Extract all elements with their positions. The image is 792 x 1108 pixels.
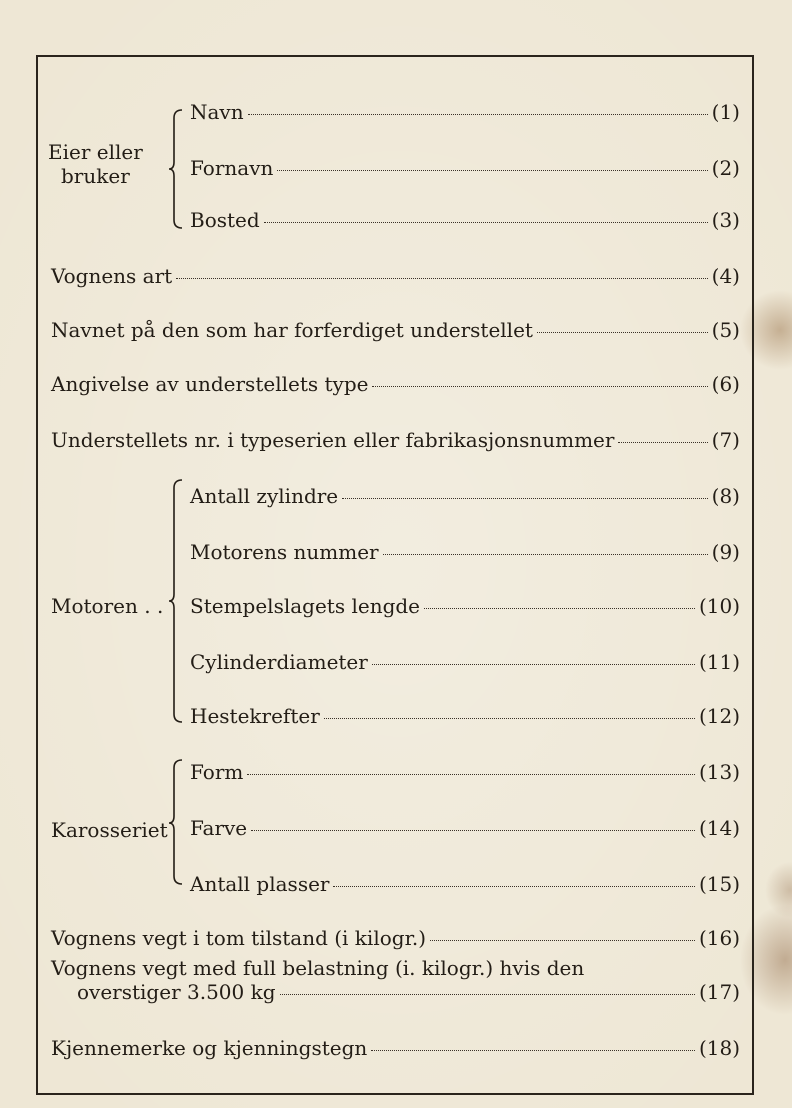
field-vognens-art <box>51 264 740 288</box>
body-brace <box>168 758 190 888</box>
field-label-line2: overstiger 3.500 kg <box>77 980 276 1004</box>
field-color <box>190 816 740 840</box>
field-number: (11) <box>698 650 740 674</box>
field-stroke-length <box>190 594 740 618</box>
field-motor-number <box>190 540 740 564</box>
field-bosted <box>190 208 740 232</box>
field-label: Understellets nr. i typeserien eller fabrikasjonsnummer <box>51 428 615 452</box>
field-number: (6) <box>711 372 740 396</box>
fill-line[interactable] <box>264 221 708 223</box>
field-label: Stempelslagets lengde <box>190 594 421 618</box>
field-label: Motorens nummer <box>190 540 379 564</box>
field-label: Cylinderdiameter <box>190 650 368 674</box>
field-weight-full <box>51 956 740 1004</box>
fill-line[interactable] <box>248 113 708 115</box>
field-label: Form <box>190 760 244 784</box>
field-number: (7) <box>711 428 740 452</box>
field-cylinders <box>190 484 740 508</box>
field-label: Navn <box>190 100 244 124</box>
field-number: (8) <box>711 484 740 508</box>
field-number: (12) <box>698 704 740 728</box>
field-number: (13) <box>698 760 740 784</box>
fill-line[interactable] <box>342 497 708 499</box>
fill-line[interactable] <box>333 885 694 887</box>
fill-line[interactable] <box>430 939 695 941</box>
fill-line[interactable] <box>277 169 707 171</box>
field-label-line1: Vognens vegt med full belastning (i. kilogr.) hvis den <box>51 956 585 980</box>
field-number: (4) <box>711 264 740 288</box>
fill-line[interactable] <box>247 773 695 775</box>
fill-line[interactable] <box>251 829 695 831</box>
field-label: Fornavn <box>190 156 274 180</box>
field-label-line2-row <box>51 980 740 1004</box>
field-weight-empty <box>51 926 740 950</box>
owner-label-line2: bruker <box>61 164 130 188</box>
field-form <box>190 760 740 784</box>
fill-line[interactable] <box>424 607 695 609</box>
field-label: Antall zylindre <box>190 484 339 508</box>
field-label: Bosted <box>190 208 260 232</box>
field-cylinder-diameter <box>190 650 740 674</box>
fill-line[interactable] <box>324 717 695 719</box>
field-number: (16) <box>698 926 740 950</box>
owner-group-label <box>48 140 143 188</box>
fill-line[interactable] <box>372 385 707 387</box>
fill-line[interactable] <box>618 441 707 443</box>
field-label: Antall plasser <box>190 872 330 896</box>
fill-line[interactable] <box>371 1049 695 1051</box>
fill-line[interactable] <box>176 277 707 279</box>
field-registration <box>51 1036 740 1060</box>
field-number: (14) <box>698 816 740 840</box>
field-label: Vognens art <box>51 264 173 288</box>
field-chassis-number <box>51 428 740 452</box>
field-manufacturer <box>51 318 740 342</box>
field-label: Kjennemerke og kjenningstegn <box>51 1036 368 1060</box>
owner-brace <box>168 108 190 230</box>
fill-line[interactable] <box>280 993 695 995</box>
field-number: (5) <box>711 318 740 342</box>
field-navn <box>190 100 740 124</box>
field-number: (17) <box>698 980 740 1004</box>
field-number: (3) <box>711 208 740 232</box>
fill-line[interactable] <box>537 331 708 333</box>
field-label: Hestekrefter <box>190 704 320 728</box>
fill-line[interactable] <box>372 663 695 665</box>
field-label: Navnet på den som har forferdiget understellet <box>51 318 533 342</box>
field-number: (15) <box>698 872 740 896</box>
field-horsepower <box>190 704 740 728</box>
field-number: (1) <box>711 100 740 124</box>
field-seats <box>190 872 740 896</box>
field-number: (10) <box>698 594 740 618</box>
field-fornavn <box>190 156 740 180</box>
motor-group-label: Motoren . . <box>51 594 164 618</box>
field-chassis-type <box>51 372 740 396</box>
body-group-label: Karosseriet <box>51 818 168 842</box>
field-number: (18) <box>698 1036 740 1060</box>
fill-line[interactable] <box>383 553 708 555</box>
field-label: Angivelse av understellets type <box>51 372 369 396</box>
owner-label-line1: Eier eller <box>48 140 143 164</box>
field-number: (9) <box>711 540 740 564</box>
field-label: Farve <box>190 816 248 840</box>
field-label: Vognens vegt i tom tilstand (i kilogr.) <box>51 926 427 950</box>
field-number: (2) <box>711 156 740 180</box>
motor-brace <box>168 478 190 726</box>
